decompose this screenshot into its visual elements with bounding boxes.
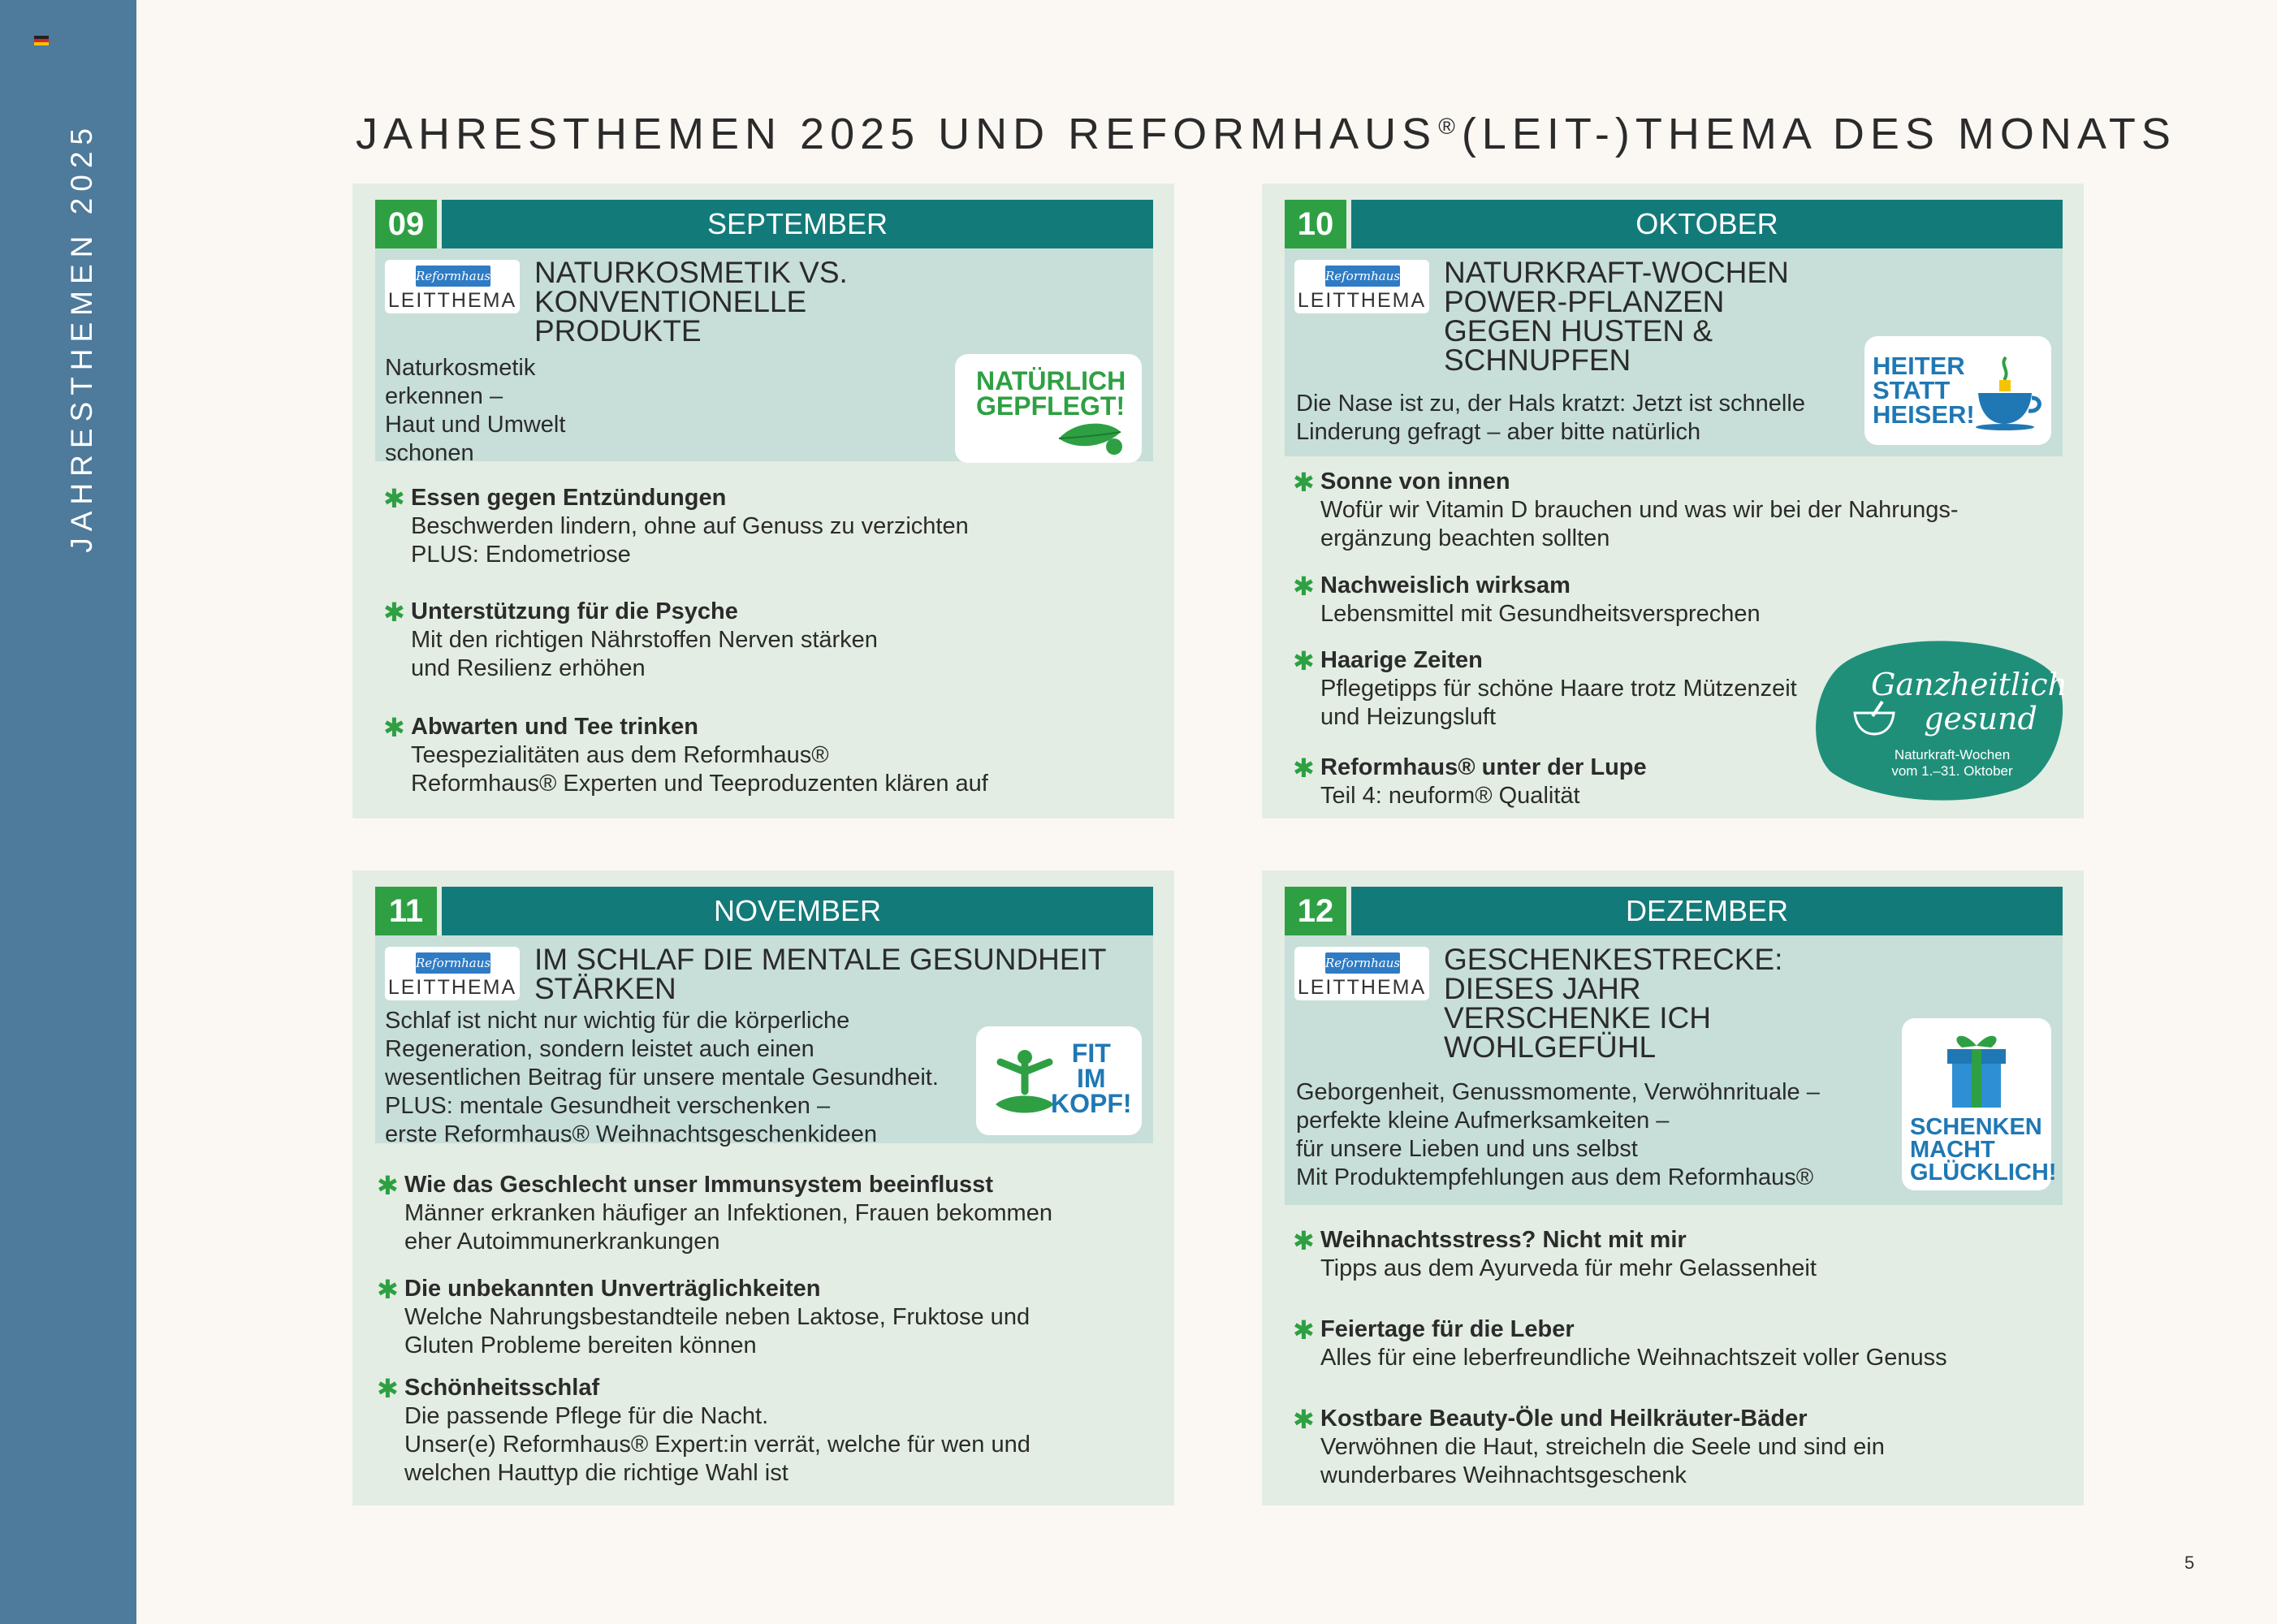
asterisk-icon: ✱ (1293, 468, 1315, 497)
sidebar-title: JAHRESTHEMEN 2025 (65, 122, 98, 553)
asterisk-icon: ✱ (1293, 1405, 1315, 1434)
tea-cup-icon (1970, 352, 2043, 430)
mortar-icon (1850, 698, 1899, 739)
month-card-november: 11 NOVEMBER Reformhaus LEITTHEMA IM SCHLAF DIE MENTALE GESUNDHEIT STÄRKEN Schlaf ist nicht nur wichtig für die körperliche Regeneration, sondern leistet auch einen wesentlichen Beitrag für unsere mentale Gesundheit. PLUS: mentale Gesundheit verschenken – erste Reformhaus® Weihnachtsgeschenkideen FIT IM KOPF! ✱ Wie das Geschlecht unser Immunsystem beeinflusst Männer erkranken häufiger an Infektionen, Frauen bekommen eher Autoimmunerkrankungen ✱ Die unbekannten Unverträglichkeiten Welche Nahrungsbestandteile neben Laktose, Fruktose und Gluten Probleme bereiten können ✱ Schönheitsschlaf Die passende Pflege für die Nacht. Unser(e) Reformhaus® Expert:in verrät, welche für wen und welchen Hauttyp die richtige Wahl ist (352, 870, 1174, 1505)
leitthema-title: NATURKOSMETIK VS. KONVENTIONELLE PRODUKTE (534, 256, 848, 348)
badge: NATÜRLICH GEPFLEGT! (955, 354, 1142, 463)
leitthema-body: Schlaf ist nicht nur wichtig für die körperliche Regeneration, sondern leistet auch einen wesentlichen Beitrag für unsere mentale Gesundheit. PLUS: mentale Gesundheit verschenken – erste Reformhaus® Weihnachtsgeschenkideen (385, 1008, 939, 1147)
asterisk-icon: ✱ (1293, 1226, 1315, 1255)
asterisk-icon: ✱ (383, 484, 405, 513)
flag-icon (34, 36, 49, 47)
reformhaus-logo: Reformhaus LEITTHEMA (1294, 947, 1429, 1000)
month-name: OKTOBER (1351, 200, 2063, 248)
month-name: NOVEMBER (442, 887, 1153, 935)
month-card-oktober: 10 OKTOBER Reformhaus LEITTHEMA NATURKRAFT-WOCHEN POWER-PFLANZEN GEGEN HUSTEN & SCHNUPFEN Die Nase ist zu, der Hals kratzt: Jetzt ist schnelle Linderung gefragt – aber bitte natürlich HEITER STATT HEISER! ✱ Sonne von innen Wofür wir Vitamin D brauchen und was wir bei der Nahrungs- ergänzung beachten sollten ✱ Nachweislich wirksam Lebensmittel mit Gesundheitsversprechen ✱ Haarige Zeiten Pflegetipps für schöne Haare trotz Mützenzeit und Heizungsluft ✱ Reformhaus® unter der Lupe Teil 4: neuform® Qualität Ganzheitlich gesund Naturkraft-Wochen vom 1.–31. Oktober (1262, 184, 2084, 818)
month-number: 12 (1285, 887, 1346, 935)
asterisk-icon: ✱ (1293, 646, 1315, 676)
leitthema-box (375, 935, 1153, 1147)
month-card-dezember: 12 DEZEMBER Reformhaus LEITTHEMA GESCHENKESTRECKE: DIESES JAHR VERSCHENKE ICH WOHLGEFÜHL Geborgenheit, Genussmomente, Verwöhnrituale – perfekte kleine Aufmerksamkeiten – für unsere Lieben und uns selbst Mit Produktempfehlungen aus dem Reformhaus® SCHENKEN MACHT GLÜCKLICH! ✱ Weihnachtsstress? Nicht mit mir Tipps aus dem Ayurveda für mehr Gelassenheit ✱ Feiertage für die Leber Alles für eine leberfreundliche Weihnachtszeit voller Genuss ✱ Kostbare Beauty-Öle und Heilkräuter-Bäder Verwöhnen die Haut, streicheln die Seele und sind ein wunderbares Weihnachtsgeschenk (1262, 870, 2084, 1505)
badge: FIT IM KOPF! (976, 1026, 1142, 1135)
month-header (1285, 887, 2063, 935)
month-name: SEPTEMBER (442, 200, 1153, 248)
page-title: JAHRESTHEMEN 2025 UND REFORMHAUS® (LEIT-)THEMA DES MONATS (356, 110, 2176, 158)
reformhaus-logo: Reformhaus LEITTHEMA (385, 260, 520, 313)
gift-icon (1938, 1026, 2016, 1111)
month-header (375, 887, 1153, 935)
reformhaus-logo: Reformhaus LEITTHEMA (1294, 260, 1429, 313)
month-number: 11 (375, 887, 437, 935)
badge: HEITER STATT HEISER! (1864, 336, 2051, 445)
leitthema-box (375, 248, 1153, 466)
month-number: 09 (375, 200, 437, 248)
leitthema-body: Die Nase ist zu, der Hals kratzt: Jetzt ist schnelle Linderung gefragt – aber bitte natürlich (1296, 391, 1805, 445)
month-name: DEZEMBER (1351, 887, 2063, 935)
asterisk-icon: ✱ (1293, 1315, 1315, 1345)
asterisk-icon: ✱ (377, 1374, 399, 1403)
reformhaus-logo: Reformhaus LEITTHEMA (385, 947, 520, 1000)
asterisk-icon: ✱ (383, 713, 405, 742)
leaf-icon (1052, 414, 1134, 460)
leitthema-box (1285, 935, 2063, 1205)
ganzheitlich-gesund-stamp: Ganzheitlich gesund Naturkraft-Wochen vom 1.–31. Oktober (1814, 635, 2067, 806)
month-header (1285, 200, 2063, 248)
leitthema-box (1285, 248, 2063, 456)
month-number: 10 (1285, 200, 1346, 248)
sidebar (0, 0, 136, 1624)
asterisk-icon: ✱ (377, 1171, 399, 1200)
asterisk-icon: ✱ (383, 598, 405, 627)
asterisk-icon: ✱ (377, 1275, 399, 1304)
leitthema-body: Naturkosmetik erkennen – Haut und Umwelt schonen (385, 355, 566, 466)
asterisk-icon: ✱ (1293, 572, 1315, 601)
month-card-september: 09 SEPTEMBER Reformhaus LEITTHEMA NATURKOSMETIK VS. KONVENTIONELLE PRODUKTE Naturkosmetik erkennen – Haut und Umwelt schonen NATÜRLICH GEPFLEGT! ✱ Essen gegen Entzündungen Beschwerden lindern, ohne auf Genuss zu verzichten PLUS: Endometriose ✱ Unterstützung für die Psyche Mit den richtigen Nährstoffen Nerven stärken und Resilienz erhöhen ✱ Abwarten und Tee trinken Teespezialitäten aus dem Reformhaus® Reformhaus® Experten und Teeproduzenten klären auf (352, 184, 1174, 818)
leitthema-title: IM SCHLAF DIE MENTALE GESUNDHEIT STÄRKEN (534, 943, 1106, 1005)
month-header (375, 200, 1153, 248)
badge: SCHENKEN MACHT GLÜCKLICH! (1902, 1018, 2051, 1190)
leitthema-title: NATURKRAFT-WOCHEN POWER-PFLANZEN GEGEN HUSTEN & SCHNUPFEN (1444, 256, 1789, 377)
leitthema-body: Geborgenheit, Genussmomente, Verwöhnrituale – perfekte kleine Aufmerksamkeiten – für unsere Lieben und uns selbst Mit Produktempfehlungen aus dem Reformhaus® (1296, 1079, 1820, 1190)
asterisk-icon: ✱ (1293, 754, 1315, 783)
leitthema-title: GESCHENKESTRECKE: DIESES JAHR VERSCHENKE ICH WOHLGEFÜHL (1444, 943, 1783, 1064)
page-number: 5 (2184, 1553, 2195, 1573)
